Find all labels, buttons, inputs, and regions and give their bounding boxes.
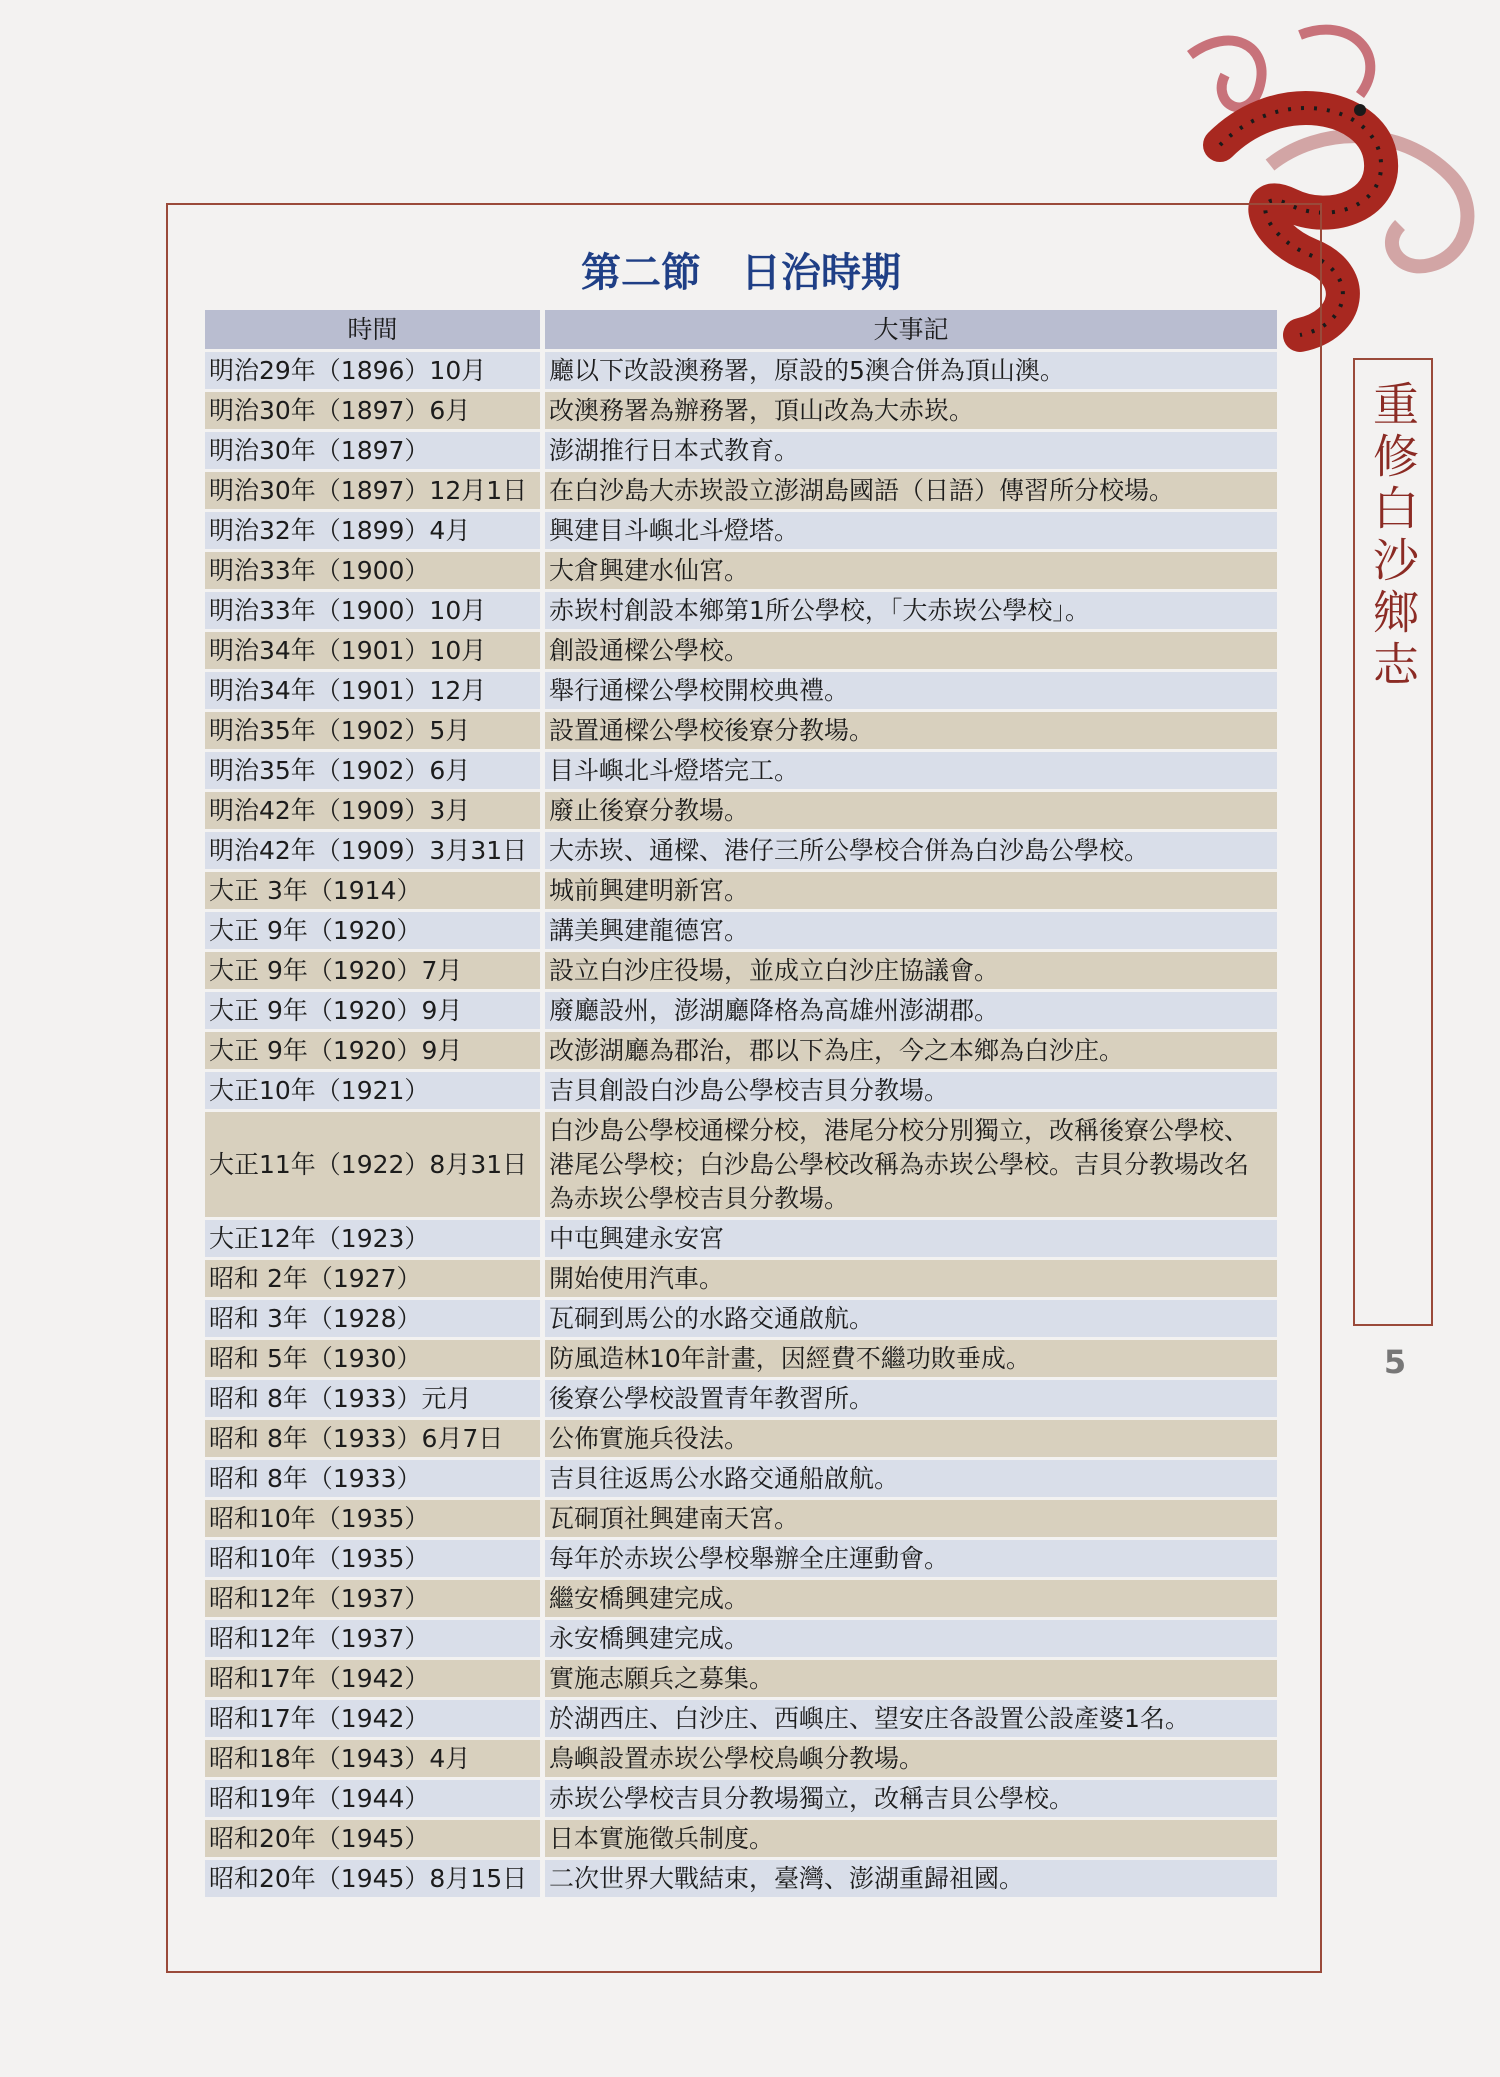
row-time: 昭和17年（1942） — [205, 1660, 545, 1697]
row-time: 昭和12年（1937） — [205, 1580, 545, 1617]
row-time: 大正11年（1922）8月31日 — [205, 1112, 545, 1217]
row-time: 昭和 8年（1933） — [205, 1460, 545, 1497]
row-time: 昭和12年（1937） — [205, 1620, 545, 1657]
table-row — [205, 1740, 1277, 1777]
table-row — [205, 472, 1277, 509]
section-title: 第二節 日治時期 — [581, 249, 901, 296]
header-time: 時間 — [205, 310, 545, 349]
row-event: 開始使用汽車。 — [545, 1260, 1277, 1297]
table-row — [205, 872, 1277, 909]
row-time: 大正 3年（1914） — [205, 872, 545, 909]
table-row — [205, 1032, 1277, 1069]
table-row — [205, 1780, 1277, 1817]
row-event: 設置通樑公學校後寮分教場。 — [545, 712, 1277, 749]
row-time: 大正 9年（1920）9月 — [205, 992, 545, 1029]
row-event: 永安橋興建完成。 — [545, 1620, 1277, 1657]
side-title: 重修白沙鄉志 — [1366, 380, 1420, 692]
row-time: 明治34年（1901）10月 — [205, 632, 545, 669]
row-event: 瓦硐頂社興建南天宮。 — [545, 1500, 1277, 1537]
row-time: 大正 9年（1920） — [205, 912, 545, 949]
row-event: 講美興建龍德宮。 — [545, 912, 1277, 949]
table-row — [205, 552, 1277, 589]
row-event: 大赤崁、通樑、港仔三所公學校合併為白沙島公學校。 — [545, 832, 1277, 869]
table-row — [205, 1420, 1277, 1457]
row-event: 赤崁公學校吉貝分教場獨立，改稱吉貝公學校。 — [545, 1780, 1277, 1817]
table-row — [205, 672, 1277, 709]
row-event: 於湖西庄、白沙庄、西嶼庄、望安庄各設置公設產婆1名。 — [545, 1700, 1277, 1737]
table-row — [205, 1260, 1277, 1297]
table-row — [205, 792, 1277, 829]
row-time: 昭和19年（1944） — [205, 1780, 545, 1817]
row-event: 廢止後寮分教場。 — [545, 792, 1277, 829]
table-row — [205, 592, 1277, 629]
row-time: 昭和20年（1945） — [205, 1820, 545, 1857]
row-event: 設立白沙庄役場，並成立白沙庄協議會。 — [545, 952, 1277, 989]
row-event: 大倉興建水仙宮。 — [545, 552, 1277, 589]
row-event: 赤崁村創設本鄉第1所公學校，「大赤崁公學校」。 — [545, 592, 1277, 629]
table-row — [205, 1540, 1277, 1577]
table-row — [205, 832, 1277, 869]
table-row — [205, 992, 1277, 1029]
table-row — [205, 432, 1277, 469]
row-time: 昭和 2年（1927） — [205, 1260, 545, 1297]
row-time: 昭和10年（1935） — [205, 1540, 545, 1577]
row-event: 廢廳設州，澎湖廳降格為高雄州澎湖郡。 — [545, 992, 1277, 1029]
row-event: 目斗嶼北斗燈塔完工。 — [545, 752, 1277, 789]
table-row — [205, 752, 1277, 789]
table-row — [205, 632, 1277, 669]
row-event: 鳥嶼設置赤崁公學校鳥嶼分教場。 — [545, 1740, 1277, 1777]
row-event: 瓦硐到馬公的水路交通啟航。 — [545, 1300, 1277, 1337]
row-event: 白沙島公學校通樑分校，港尾分校分別獨立，改稱後寮公學校、港尾公學校；白沙島公學校改稱為赤崁公學校。吉貝分教場改名為赤崁公學校吉貝分教場。 — [545, 1112, 1277, 1217]
table-row — [205, 1660, 1277, 1697]
table-row — [205, 1220, 1277, 1257]
row-event: 防風造林10年計畫，因經費不繼功敗垂成。 — [545, 1340, 1277, 1377]
row-time: 明治30年（1897）12月1日 — [205, 472, 545, 509]
table-row — [205, 392, 1277, 429]
row-time: 明治35年（1902）5月 — [205, 712, 545, 749]
table-row — [205, 1300, 1277, 1337]
row-event: 吉貝創設白沙島公學校吉貝分教場。 — [545, 1072, 1277, 1109]
row-event: 澎湖推行日本式教育。 — [545, 432, 1277, 469]
row-event: 繼安橋興建完成。 — [545, 1580, 1277, 1617]
table-row — [205, 1072, 1277, 1109]
row-event: 城前興建明新宮。 — [545, 872, 1277, 909]
row-event: 日本實施徵兵制度。 — [545, 1820, 1277, 1857]
row-event: 創設通樑公學校。 — [545, 632, 1277, 669]
row-time: 昭和17年（1942） — [205, 1700, 545, 1737]
table-row — [205, 1580, 1277, 1617]
row-event: 改澎湖廳為郡治，郡以下為庄，今之本鄉為白沙庄。 — [545, 1032, 1277, 1069]
row-time: 昭和20年（1945）8月15日 — [205, 1860, 545, 1897]
row-time: 昭和18年（1943）4月 — [205, 1740, 545, 1777]
row-time: 昭和 8年（1933）6月7日 — [205, 1420, 545, 1457]
table-row — [205, 352, 1277, 389]
table-row — [205, 1460, 1277, 1497]
table-row — [205, 1860, 1277, 1897]
table-row — [205, 952, 1277, 989]
row-time: 大正10年（1921） — [205, 1072, 545, 1109]
row-event: 在白沙島大赤崁設立澎湖島國語（日語）傳習所分校場。 — [545, 472, 1277, 509]
row-event: 興建目斗嶼北斗燈塔。 — [545, 512, 1277, 549]
table-row — [205, 1820, 1277, 1857]
table-row — [205, 1380, 1277, 1417]
table-row — [205, 712, 1277, 749]
row-event: 每年於赤崁公學校舉辦全庄運動會。 — [545, 1540, 1277, 1577]
row-event: 後寮公學校設置青年教習所。 — [545, 1380, 1277, 1417]
chronology-table — [205, 307, 1277, 1900]
row-time: 大正 9年（1920）9月 — [205, 1032, 545, 1069]
table-row — [205, 1340, 1277, 1377]
table-row — [205, 1112, 1277, 1217]
header-events: 大事記 — [545, 310, 1277, 349]
row-event: 廳以下改設澳務署，原設的5澳合併為頂山澳。 — [545, 352, 1277, 389]
row-time: 明治30年（1897） — [205, 432, 545, 469]
page-number: 5 — [1383, 1343, 1407, 1381]
row-time: 昭和 5年（1930） — [205, 1340, 545, 1377]
side-title-tab — [1353, 358, 1433, 1326]
row-time: 明治42年（1909）3月31日 — [205, 832, 545, 869]
row-time: 大正 9年（1920）7月 — [205, 952, 545, 989]
row-time: 大正12年（1923） — [205, 1220, 545, 1257]
row-event: 公佈實施兵役法。 — [545, 1420, 1277, 1457]
row-event: 二次世界大戰結束，臺灣、澎湖重歸祖國。 — [545, 1860, 1277, 1897]
row-time: 昭和 8年（1933）元月 — [205, 1380, 545, 1417]
table-row — [205, 1700, 1277, 1737]
table-row — [205, 1620, 1277, 1657]
row-event: 改澳務署為辦務署，頂山改為大赤崁。 — [545, 392, 1277, 429]
row-time: 明治33年（1900）10月 — [205, 592, 545, 629]
row-time: 明治42年（1909）3月 — [205, 792, 545, 829]
row-time: 明治29年（1896）10月 — [205, 352, 545, 389]
table-header-row — [205, 310, 1277, 349]
row-time: 明治32年（1899）4月 — [205, 512, 545, 549]
row-time: 明治35年（1902）6月 — [205, 752, 545, 789]
row-event: 吉貝往返馬公水路交通船啟航。 — [545, 1460, 1277, 1497]
table-row — [205, 1500, 1277, 1537]
table-row — [205, 912, 1277, 949]
row-time: 昭和 3年（1928） — [205, 1300, 545, 1337]
row-time: 昭和10年（1935） — [205, 1500, 545, 1537]
row-event: 舉行通樑公學校開校典禮。 — [545, 672, 1277, 709]
row-time: 明治30年（1897）6月 — [205, 392, 545, 429]
row-time: 明治33年（1900） — [205, 552, 545, 589]
table-row — [205, 512, 1277, 549]
row-time: 明治34年（1901）12月 — [205, 672, 545, 709]
row-event: 中屯興建永安宮 — [545, 1220, 1277, 1257]
row-event: 實施志願兵之募集。 — [545, 1660, 1277, 1697]
